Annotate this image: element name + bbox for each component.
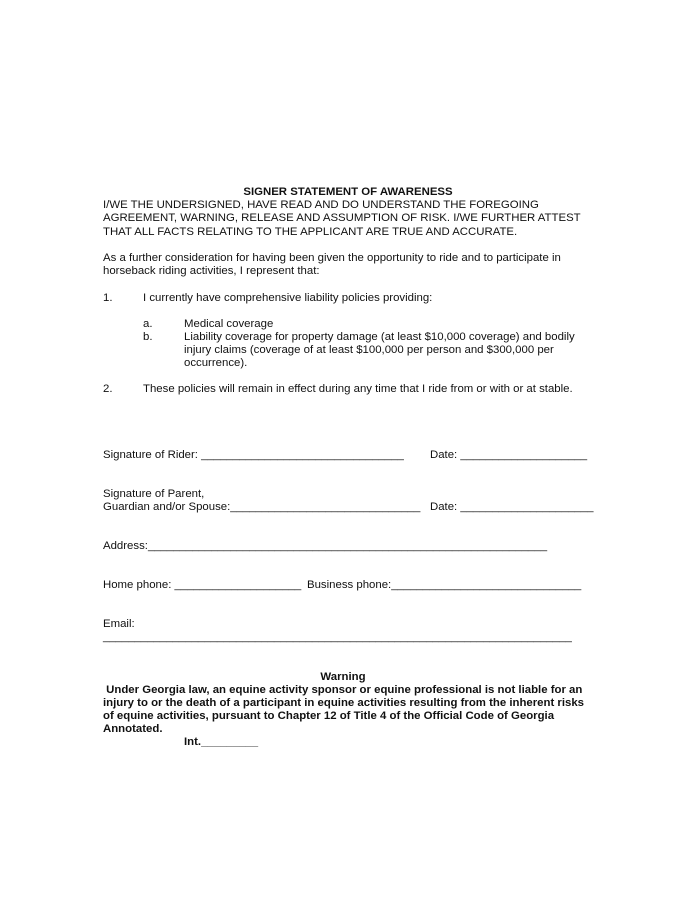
intro-line-1: I/WE THE UNDERSIGNED, HAVE READ AND DO UNDERSTAND THE FOREGOING	[103, 199, 539, 211]
email-label: Email:	[103, 618, 135, 630]
parent-signature-field[interactable]: Guardian and/or Spouse:______________________________	[103, 501, 421, 513]
intro-line-2: AGREEMENT, WARNING, RELEASE AND ASSUMPTION OF RISK. I/WE FURTHER ATTEST	[103, 212, 581, 224]
item-1a-letter: a.	[143, 318, 153, 330]
item-2-text: These policies will remain in effect during any time that I ride from or with or at stable.	[143, 383, 573, 395]
rider-signature-field[interactable]: Signature of Rider: ________________________________	[103, 449, 404, 461]
item-2-number: 2.	[103, 383, 113, 395]
item-1-number: 1.	[103, 292, 113, 304]
warning-line-3: of equine activities, pursuant to Chapter 12 of Title 4 of the Official Code of Georgia	[103, 710, 555, 722]
document-title: SIGNER STATEMENT OF AWARENESS	[243, 186, 453, 198]
item-1a-text: Medical coverage	[184, 318, 274, 330]
rider-date-field[interactable]: Date: ____________________	[430, 449, 588, 461]
item-1b-line-3: occurrence).	[184, 357, 248, 369]
email-field[interactable]: __________________________________________________________________________	[103, 631, 572, 643]
business-phone-field[interactable]: Business phone:______________________________	[307, 579, 582, 591]
consideration-line-1: As a further consideration for having been given the opportunity to ride and to participate in	[103, 252, 561, 264]
parent-date-field[interactable]: Date: _____________________	[430, 501, 594, 513]
home-phone-field[interactable]: Home phone: ____________________	[103, 579, 302, 591]
intro-line-3: THAT ALL FACTS RELATING TO THE APPLICANT ARE TRUE AND ACCURATE.	[103, 226, 518, 238]
parent-signature-label: Signature of Parent,	[103, 488, 205, 500]
item-1b-line-2: injury claims (coverage of at least $100,000 per person and $300,000 per	[184, 344, 554, 356]
warning-heading: Warning	[320, 671, 366, 683]
item-1b-line-1: Liability coverage for property damage (at least $10,000 coverage) and bodily	[184, 331, 575, 343]
warning-line-4: Annotated.	[103, 723, 163, 735]
warning-line-2: injury to or the death of a participant in equine activities resulting from the inherent risks	[103, 697, 585, 709]
consideration-line-2: horseback riding activities, I represent that:	[103, 265, 320, 277]
item-1-text: I currently have comprehensive liability policies providing:	[143, 292, 433, 304]
initials-field[interactable]: Int._________	[184, 736, 259, 748]
warning-line-1: Under Georgia law, an equine activity sponsor or equine professional is not liable for an	[103, 684, 583, 696]
item-1b-letter: b.	[143, 331, 153, 343]
address-field[interactable]: Address:_______________________________________________________________	[103, 540, 548, 552]
